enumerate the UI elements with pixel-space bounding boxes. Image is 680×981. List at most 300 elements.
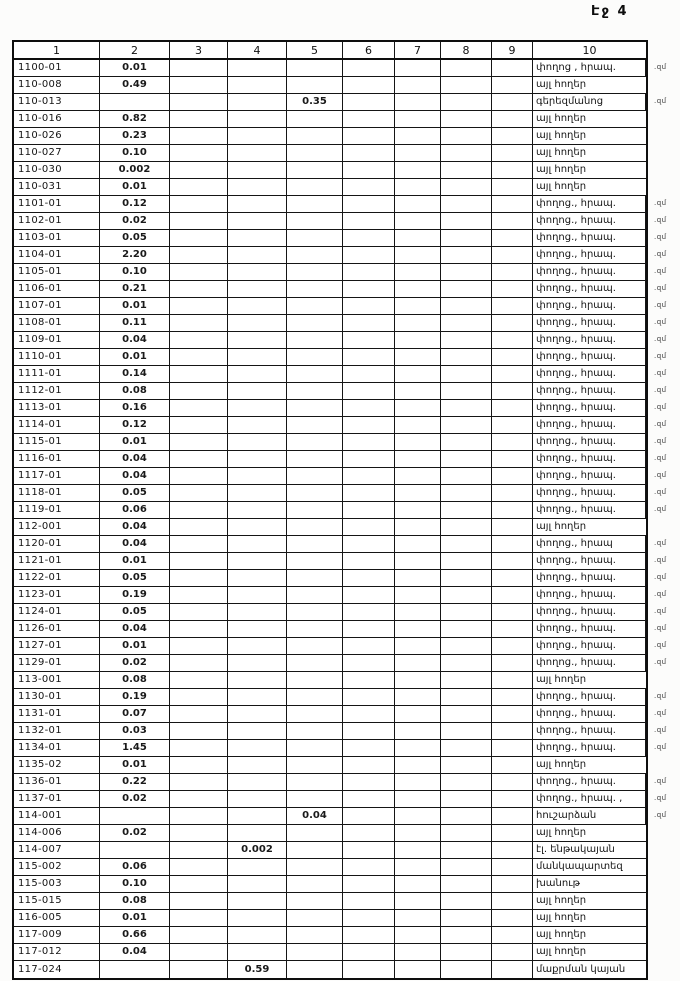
cell-land-use: փողոց., հրապ. xyxy=(533,400,646,416)
cell-parcel-code: 117-024 xyxy=(14,961,100,978)
cell-land-use: փողոց., հրապ. xyxy=(533,485,646,501)
cell-value-col4 xyxy=(228,910,287,926)
table-row xyxy=(14,689,667,706)
cell-value-col2 xyxy=(100,842,170,858)
cell-value-col6 xyxy=(343,774,395,790)
cell-value-col5 xyxy=(287,417,343,433)
margin-annotation: .զմ xyxy=(654,573,667,581)
margin-annotation: .զմ xyxy=(654,420,667,428)
column-header-9: 9 xyxy=(492,42,533,58)
cell-value-col8 xyxy=(441,366,492,382)
cell-value-col6 xyxy=(343,94,395,110)
cell-value-col2: 0.07 xyxy=(100,706,170,722)
cell-value-col4 xyxy=(228,281,287,297)
margin-annotation: .զմ xyxy=(654,709,667,717)
cell-value-col3 xyxy=(170,723,228,739)
cell-parcel-code: 1115-01 xyxy=(14,434,100,450)
cell-value-col6 xyxy=(343,672,395,688)
cell-land-use: փողոց., հրապ. xyxy=(533,349,646,365)
cell-parcel-code: 1136-01 xyxy=(14,774,100,790)
cell-value-col7 xyxy=(395,876,441,892)
cell-value-col2: 0.05 xyxy=(100,570,170,586)
cell-value-col8 xyxy=(441,213,492,229)
cell-value-col2: 0.19 xyxy=(100,689,170,705)
table-row xyxy=(14,774,667,791)
cell-land-use: փողոց., հրապ. xyxy=(533,281,646,297)
cell-value-col2: 0.02 xyxy=(100,825,170,841)
cell-value-col7 xyxy=(395,927,441,943)
cell-value-col7 xyxy=(395,349,441,365)
cell-value-col5 xyxy=(287,247,343,263)
cell-value-col3 xyxy=(170,774,228,790)
cell-value-col7 xyxy=(395,842,441,858)
cell-parcel-code: 1129-01 xyxy=(14,655,100,671)
cell-value-col7 xyxy=(395,213,441,229)
cell-value-col9 xyxy=(492,825,533,841)
cell-value-col5 xyxy=(287,876,343,892)
cell-value-col6 xyxy=(343,842,395,858)
cell-value-col6 xyxy=(343,808,395,824)
cell-value-col3 xyxy=(170,434,228,450)
cell-value-col8 xyxy=(441,859,492,875)
cell-value-col2: 0.05 xyxy=(100,485,170,501)
table-row xyxy=(14,723,667,740)
cell-land-use: փողոց., հրապ. xyxy=(533,264,646,280)
cell-value-col8 xyxy=(441,876,492,892)
column-header-1: 1 xyxy=(14,42,100,58)
cell-value-col9 xyxy=(492,723,533,739)
cell-parcel-code: 113-001 xyxy=(14,672,100,688)
cell-value-col8 xyxy=(441,485,492,501)
cell-value-col8 xyxy=(441,808,492,824)
cell-value-col3 xyxy=(170,927,228,943)
cell-value-col4 xyxy=(228,451,287,467)
table-row xyxy=(14,587,667,604)
cell-value-col4 xyxy=(228,757,287,773)
cell-value-col5 xyxy=(287,570,343,586)
cell-land-use: փողոց., հրապ. xyxy=(533,740,646,756)
cell-value-col5 xyxy=(287,502,343,518)
cell-value-col4 xyxy=(228,740,287,756)
table-row xyxy=(14,128,646,145)
cell-value-col7 xyxy=(395,791,441,807)
cell-value-col6 xyxy=(343,128,395,144)
cell-value-col5 xyxy=(287,774,343,790)
cell-land-use: այլ հողեր xyxy=(536,827,587,838)
cell-value-col3 xyxy=(170,298,228,314)
margin-annotation: .զմ xyxy=(654,63,667,71)
cell-land-use: փողոց., հրապ. xyxy=(533,366,646,382)
cell-value-col7 xyxy=(395,366,441,382)
table-row xyxy=(14,60,667,77)
cell-value-col5 xyxy=(287,536,343,552)
cell-value-col6 xyxy=(343,468,395,484)
cell-value-col9 xyxy=(492,876,533,892)
cell-value-col2 xyxy=(100,94,170,110)
cell-value-col3 xyxy=(170,247,228,263)
table-row xyxy=(14,502,667,519)
cell-value-col2: 0.04 xyxy=(100,536,170,552)
column-header-8: 8 xyxy=(441,42,492,58)
cell-value-col6 xyxy=(343,230,395,246)
cell-land-use: փողոց., հրապ. xyxy=(533,434,646,450)
cell-value-col4 xyxy=(228,77,287,93)
cell-land-use: փողոց , հրապ. xyxy=(533,60,646,76)
cell-value-col6 xyxy=(343,893,395,909)
cell-parcel-code: 1116-01 xyxy=(14,451,100,467)
table-row xyxy=(14,519,646,536)
cell-value-col3 xyxy=(170,400,228,416)
cell-value-col8 xyxy=(441,230,492,246)
table-header-row xyxy=(14,42,646,60)
cell-value-col4 xyxy=(228,570,287,586)
cell-value-col7 xyxy=(395,111,441,127)
cell-value-col3 xyxy=(170,689,228,705)
cell-value-col4 xyxy=(228,162,287,178)
cell-value-col3 xyxy=(170,876,228,892)
column-header-6: 6 xyxy=(343,42,395,58)
table-row xyxy=(14,77,646,94)
margin-annotation: .զմ xyxy=(654,624,667,632)
cell-value-col4 xyxy=(228,400,287,416)
cell-value-col5 xyxy=(287,383,343,399)
cell-value-col5 xyxy=(287,332,343,348)
cell-value-col6 xyxy=(343,604,395,620)
cell-value-col8 xyxy=(441,706,492,722)
cell-value-col6 xyxy=(343,383,395,399)
cell-value-col8 xyxy=(441,128,492,144)
cell-land-use: փողոց., հրապ. xyxy=(533,383,646,399)
cell-land-use: այլ հողեր xyxy=(536,912,587,923)
cell-value-col3 xyxy=(170,332,228,348)
cell-value-col9 xyxy=(492,689,533,705)
margin-annotation: .զմ xyxy=(654,199,667,207)
cell-value-col9 xyxy=(492,842,533,858)
cell-value-col4 xyxy=(228,604,287,620)
column-header-10: 10 xyxy=(582,43,597,57)
land-parcel-table xyxy=(12,40,667,980)
cell-value-col2: 0.02 xyxy=(100,791,170,807)
table-row xyxy=(14,400,667,417)
column-header-4: 4 xyxy=(228,42,287,58)
cell-parcel-code: 110-027 xyxy=(14,145,100,161)
cell-value-col6 xyxy=(343,689,395,705)
cell-value-col3 xyxy=(170,791,228,807)
cell-value-col7 xyxy=(395,94,441,110)
cell-value-col9 xyxy=(492,60,533,76)
cell-parcel-code: 1130-01 xyxy=(14,689,100,705)
cell-parcel-code: 1118-01 xyxy=(14,485,100,501)
cell-value-col9 xyxy=(492,638,533,654)
column-header-2: 2 xyxy=(100,42,170,58)
cell-value-col6 xyxy=(343,706,395,722)
cell-value-col3 xyxy=(170,604,228,620)
cell-land-use: այլ հողեր xyxy=(536,147,587,158)
cell-value-col8 xyxy=(441,774,492,790)
cell-value-col7 xyxy=(395,315,441,331)
cell-value-col8 xyxy=(441,94,492,110)
cell-value-col4 xyxy=(228,808,287,824)
cell-value-col3 xyxy=(170,111,228,127)
cell-parcel-code: 1132-01 xyxy=(14,723,100,739)
cell-value-col5 xyxy=(287,366,343,382)
table-row xyxy=(14,179,646,196)
cell-value-col2: 0.01 xyxy=(100,60,170,76)
cell-value-col3 xyxy=(170,672,228,688)
cell-value-col7 xyxy=(395,944,441,960)
cell-value-col2: 0.03 xyxy=(100,723,170,739)
cell-value-col3 xyxy=(170,519,228,535)
cell-value-col5 xyxy=(287,111,343,127)
table-row xyxy=(14,281,667,298)
cell-value-col8 xyxy=(441,842,492,858)
cell-value-col3 xyxy=(170,570,228,586)
cell-value-col4 xyxy=(228,587,287,603)
cell-value-col6 xyxy=(343,961,395,978)
table-row xyxy=(14,264,667,281)
cell-value-col7 xyxy=(395,383,441,399)
cell-value-col9 xyxy=(492,961,533,978)
cell-value-col7 xyxy=(395,910,441,926)
cell-value-col7 xyxy=(395,587,441,603)
cell-land-use: այլ հողեր xyxy=(536,759,587,770)
cell-parcel-code: 1109-01 xyxy=(14,332,100,348)
cell-value-col3 xyxy=(170,553,228,569)
cell-parcel-code: 117-009 xyxy=(14,927,100,943)
cell-parcel-code: 1111-01 xyxy=(14,366,100,382)
cell-value-col6 xyxy=(343,519,395,535)
cell-value-col4 xyxy=(228,502,287,518)
table-row xyxy=(14,842,646,859)
cell-value-col5 xyxy=(287,468,343,484)
cell-value-col5 xyxy=(287,179,343,195)
cell-parcel-code: 115-015 xyxy=(14,893,100,909)
cell-value-col4 xyxy=(228,638,287,654)
cell-value-col8 xyxy=(441,60,492,76)
cell-value-col6 xyxy=(343,213,395,229)
cell-parcel-code: 1127-01 xyxy=(14,638,100,654)
cell-value-col8 xyxy=(441,927,492,943)
cell-value-col8 xyxy=(441,468,492,484)
cell-value-col2 xyxy=(100,961,170,978)
cell-parcel-code: 1103-01 xyxy=(14,230,100,246)
cell-value-col7 xyxy=(395,179,441,195)
cell-value-col7 xyxy=(395,434,441,450)
cell-value-col9 xyxy=(492,468,533,484)
cell-value-col8 xyxy=(441,825,492,841)
margin-annotation: .զմ xyxy=(654,794,667,802)
cell-value-col5 xyxy=(287,893,343,909)
table-row xyxy=(14,417,667,434)
cell-value-col7 xyxy=(395,536,441,552)
cell-value-col8 xyxy=(441,604,492,620)
cell-value-col7 xyxy=(395,196,441,212)
cell-value-col5: 0.35 xyxy=(287,94,343,110)
cell-parcel-code: 117-012 xyxy=(14,944,100,960)
cell-parcel-code: 110-016 xyxy=(14,111,100,127)
cell-value-col5 xyxy=(287,60,343,76)
cell-value-col2: 1.45 xyxy=(100,740,170,756)
margin-annotation: .զմ xyxy=(654,369,667,377)
cell-value-col5 xyxy=(287,264,343,280)
cell-value-col6 xyxy=(343,553,395,569)
cell-value-col9 xyxy=(492,77,533,93)
cell-value-col6 xyxy=(343,485,395,501)
cell-value-col2: 0.23 xyxy=(100,128,170,144)
cell-value-col7 xyxy=(395,621,441,637)
cell-parcel-code: 1100-01 xyxy=(14,60,100,76)
table-row xyxy=(14,94,667,111)
table-row xyxy=(14,247,667,264)
cell-value-col6 xyxy=(343,400,395,416)
cell-value-col8 xyxy=(441,196,492,212)
cell-value-col4: 0.59 xyxy=(228,961,287,978)
cell-value-col2: 0.22 xyxy=(100,774,170,790)
cell-value-col7 xyxy=(395,230,441,246)
cell-value-col8 xyxy=(441,655,492,671)
table-row xyxy=(14,791,667,808)
cell-value-col9 xyxy=(492,179,533,195)
cell-land-use: փողոց., հրապ. xyxy=(533,417,646,433)
cell-value-col7 xyxy=(395,264,441,280)
cell-value-col7 xyxy=(395,298,441,314)
cell-parcel-code: 114-007 xyxy=(14,842,100,858)
cell-value-col5 xyxy=(287,944,343,960)
cell-value-col9 xyxy=(492,604,533,620)
cell-value-col9 xyxy=(492,349,533,365)
cell-parcel-code: 1102-01 xyxy=(14,213,100,229)
cell-value-col2: 0.01 xyxy=(100,434,170,450)
cell-value-col3 xyxy=(170,145,228,161)
cell-land-use: փողոց., հրապ xyxy=(533,536,646,552)
cell-value-col2: 0.01 xyxy=(100,298,170,314)
cell-value-col9 xyxy=(492,519,533,535)
cell-value-col3 xyxy=(170,485,228,501)
cell-value-col8 xyxy=(441,315,492,331)
cell-value-col4 xyxy=(228,213,287,229)
margin-annotation: .զմ xyxy=(654,437,667,445)
cell-land-use: հուշարձան xyxy=(533,808,646,824)
cell-value-col8 xyxy=(441,621,492,637)
cell-value-col6 xyxy=(343,145,395,161)
cell-value-col4 xyxy=(228,706,287,722)
cell-value-col6 xyxy=(343,655,395,671)
cell-value-col8 xyxy=(441,689,492,705)
cell-land-use: գերեզմանոց xyxy=(533,94,646,110)
cell-land-use: փողոց., հրապ. xyxy=(533,315,646,331)
table-body xyxy=(14,60,667,978)
cell-value-col2: 0.04 xyxy=(100,468,170,484)
table-row xyxy=(14,145,646,162)
margin-annotation: .զմ xyxy=(654,658,667,666)
cell-value-col6 xyxy=(343,366,395,382)
margin-annotation: .զմ xyxy=(654,318,667,326)
cell-value-col6 xyxy=(343,111,395,127)
cell-value-col2: 0.49 xyxy=(100,77,170,93)
cell-value-col4 xyxy=(228,145,287,161)
cell-value-col8 xyxy=(441,536,492,552)
cell-value-col4 xyxy=(228,927,287,943)
cell-value-col5 xyxy=(287,162,343,178)
cell-value-col4 xyxy=(228,944,287,960)
cell-value-col3 xyxy=(170,468,228,484)
cell-value-col7 xyxy=(395,672,441,688)
cell-value-col2: 0.21 xyxy=(100,281,170,297)
cell-value-col4 xyxy=(228,553,287,569)
cell-value-col2: 0.04 xyxy=(100,944,170,960)
cell-value-col4 xyxy=(228,230,287,246)
cell-value-col7 xyxy=(395,570,441,586)
cell-value-col4 xyxy=(228,536,287,552)
cell-parcel-code: 1122-01 xyxy=(14,570,100,586)
cell-value-col5 xyxy=(287,349,343,365)
cell-value-col6 xyxy=(343,281,395,297)
cell-value-col9 xyxy=(492,281,533,297)
table-row xyxy=(14,944,646,961)
cell-value-col5 xyxy=(287,961,343,978)
cell-value-col4 xyxy=(228,859,287,875)
cell-land-use: փողոց., հրապ. xyxy=(533,196,646,212)
cell-value-col6 xyxy=(343,77,395,93)
cell-value-col4 xyxy=(228,196,287,212)
cell-value-col7 xyxy=(395,468,441,484)
cell-value-col8 xyxy=(441,383,492,399)
table-row xyxy=(14,808,667,825)
table-row xyxy=(14,349,667,366)
cell-value-col7 xyxy=(395,655,441,671)
cell-value-col9 xyxy=(492,366,533,382)
cell-value-col3 xyxy=(170,808,228,824)
cell-parcel-code: 110-008 xyxy=(14,77,100,93)
cell-value-col2: 0.06 xyxy=(100,859,170,875)
cell-value-col3 xyxy=(170,383,228,399)
cell-value-col3 xyxy=(170,349,228,365)
margin-annotation: .զմ xyxy=(654,471,667,479)
cell-value-col4 xyxy=(228,417,287,433)
cell-parcel-code: 1135-02 xyxy=(14,757,100,773)
cell-value-col6 xyxy=(343,264,395,280)
cell-parcel-code: 1120-01 xyxy=(14,536,100,552)
cell-value-col7 xyxy=(395,281,441,297)
cell-value-col7 xyxy=(395,519,441,535)
cell-land-use: այլ հողեր xyxy=(536,674,587,685)
cell-value-col7 xyxy=(395,162,441,178)
cell-value-col7 xyxy=(395,808,441,824)
cell-value-col3 xyxy=(170,825,228,841)
table-row xyxy=(14,706,667,723)
cell-parcel-code: 114-001 xyxy=(14,808,100,824)
cell-parcel-code: 1105-01 xyxy=(14,264,100,280)
cell-value-col5 xyxy=(287,621,343,637)
cell-value-col9 xyxy=(492,451,533,467)
cell-parcel-code: 116-005 xyxy=(14,910,100,926)
cell-value-col9 xyxy=(492,791,533,807)
cell-value-col4 xyxy=(228,689,287,705)
cell-value-col9 xyxy=(492,502,533,518)
cell-value-col3 xyxy=(170,213,228,229)
cell-value-col7 xyxy=(395,757,441,773)
cell-value-col7 xyxy=(395,60,441,76)
cell-value-col4 xyxy=(228,298,287,314)
cell-land-use: փողոց., հրապ. xyxy=(533,706,646,722)
cell-value-col7 xyxy=(395,451,441,467)
cell-value-col7 xyxy=(395,502,441,518)
cell-land-use: այլ հողեր xyxy=(536,130,587,141)
cell-value-col8 xyxy=(441,553,492,569)
cell-value-col4 xyxy=(228,519,287,535)
table-row xyxy=(14,757,646,774)
cell-value-col8 xyxy=(441,434,492,450)
